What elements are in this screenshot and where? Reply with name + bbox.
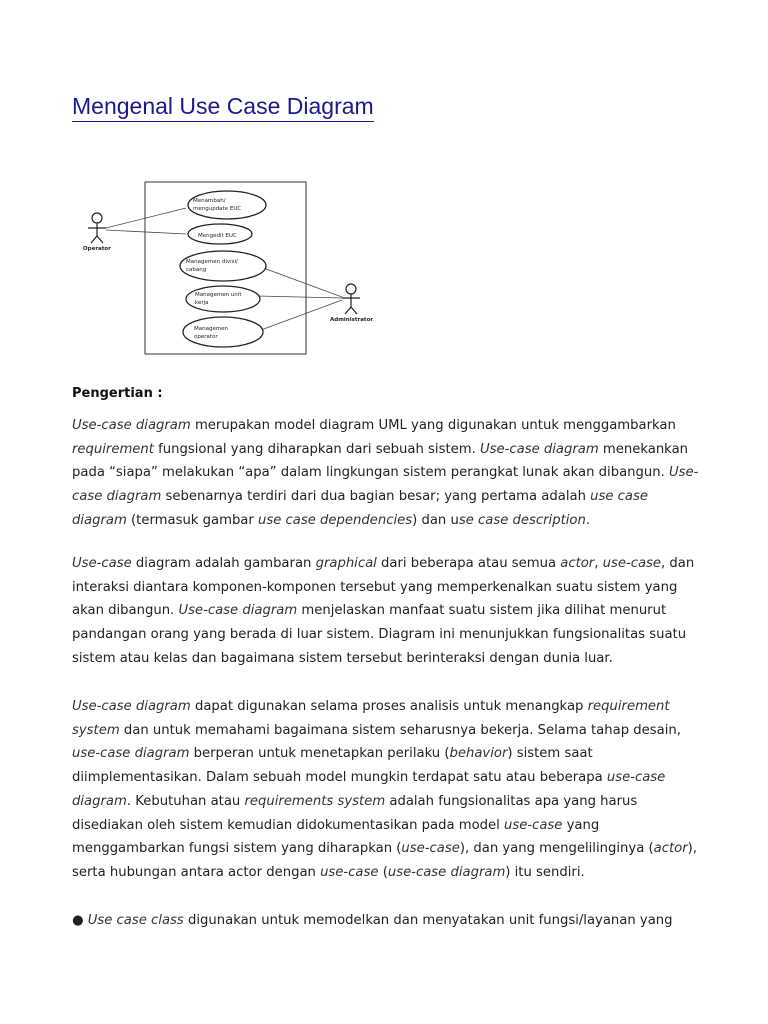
usecase-2-label: Mengedit EUC	[198, 233, 237, 239]
p3-s17: actor	[653, 841, 688, 857]
p3-s4: dan untuk memahami bagaimana sistem seharusnya bekerja. Selama tahap desain,	[119, 722, 681, 738]
p3-s12: adalah fungsionalitas apa yang harus disediakan oleh sistem kemudian didokumentasikan pada model	[72, 793, 638, 833]
usecase-1-line1: Menambah/	[193, 198, 226, 204]
p2-s9: Use-case diagram	[178, 603, 298, 619]
section-heading: Pengertian :	[72, 386, 163, 401]
p3-s15: use-case	[401, 841, 460, 857]
p2-s7: use-case	[602, 556, 662, 571]
p1-s9: use case diagram	[72, 489, 648, 528]
p1-s14: .	[585, 512, 591, 528]
p3-s18: ), serta hubungan antara actor dengan	[72, 841, 697, 880]
p3-s10: . Kebutuhan atau	[126, 793, 245, 809]
p3-s3: requirement system	[72, 699, 670, 738]
administrator-actor-icon	[342, 284, 360, 314]
usecase-ellipse-4	[186, 286, 260, 312]
p3-s11: requirements system	[244, 793, 386, 809]
usecase-4-line1: Managemen unit	[195, 292, 242, 298]
p4-s1: Use case class	[87, 913, 184, 928]
p1-s6: menekankan pada “siapa” melakukan “apa” dalam lingkungan sistem perangkat lunak akan dibangun.	[72, 441, 689, 481]
p3-s19: use-case	[320, 864, 379, 880]
paragraph-3	[72, 695, 702, 885]
p3-s21: use-case diagram	[387, 864, 506, 880]
paragraph-2	[72, 552, 702, 671]
p4-s2: digunakan untuk memodelkan dan menyatakan unit fungsi/layanan yang	[183, 913, 673, 928]
p2-s1: Use-case	[72, 556, 132, 571]
p1-s13: se case description	[458, 512, 586, 528]
p3-s13: use-case	[504, 817, 563, 833]
p2-s5: actor	[560, 556, 595, 571]
administrator-label: Administrator	[330, 317, 374, 323]
p3-s8: ) sistem saat diimplementasikan. Dalam sebuah model mungkin terdapat satu atau beberapa	[72, 746, 607, 786]
p3-s2: dapat digunakan selama proses analisis untuk menangkap	[190, 699, 588, 714]
usecase-1-line2: mengupdate EUC	[193, 206, 242, 212]
p1-s12: ) dan u	[412, 512, 459, 528]
p2-s2: diagram adalah gambaran	[131, 556, 316, 571]
p3-s5: use-case diagram	[72, 746, 190, 762]
usecase-3-line2: cabang	[186, 267, 207, 273]
p1-s5: Use-case diagram	[479, 441, 599, 457]
p2-s3: graphical	[315, 556, 377, 571]
usecase-ellipse-1	[188, 191, 266, 219]
usecase-5-line2: operator	[194, 334, 218, 340]
p1-s3: requirement	[72, 441, 154, 457]
bullet-icon: ●	[72, 913, 84, 928]
p1-s11: use case dependencies	[258, 512, 413, 528]
use-case-diagram	[78, 180, 378, 360]
p3-s20: (	[378, 864, 388, 880]
p2-s4: dari beberapa atau semua	[376, 556, 561, 571]
usecase-ellipse-5	[183, 317, 263, 347]
p2-s8: , dan interaksi diantara komponen-komponen tersebut yang memperkenalkan suatu sistem yang akan dibangun.	[72, 556, 695, 619]
paragraph-1	[72, 414, 702, 533]
p1-s2: merupakan model diagram UML yang digunakan untuk menggambarkan	[190, 418, 676, 433]
usecase-3-line1: Managemen divisi/	[186, 259, 238, 265]
p3-s9: use-case diagram	[72, 770, 666, 809]
p2-s6: ,	[594, 556, 603, 571]
operator-label: Operator	[83, 246, 111, 252]
p3-s1: Use-case diagram	[72, 699, 191, 714]
operator-actor-icon	[88, 213, 106, 243]
p2-s10: menjelaskan manfaat suatu sistem jika dilihat menurut pandangan orang yang berada di luar sistem. Diagram ini menunjukkan fungsionalitas suatu sistem atau kelas dan bagaimana sistem tersebut berinteraksi dengan dunia luar.	[72, 603, 687, 666]
usecase-ellipse-3	[180, 251, 266, 281]
p1-s7: Use-case diagram	[72, 465, 699, 505]
usecase-5-line1: Managemen	[194, 326, 229, 332]
p3-s14: yang menggambarkan fungsi sistem yang diharapkan (	[72, 817, 600, 857]
p1-s10: (termasuk gambar	[126, 512, 259, 528]
bullet-item	[72, 909, 702, 933]
usecase-4-line2: kerja	[195, 300, 209, 306]
p1-s8: sebenarnya terdiri dari dua bagian besar; yang pertama adalah	[161, 489, 591, 505]
page-title: Mengenal Use Case Diagram	[72, 92, 374, 122]
p3-s7: behavior	[449, 746, 508, 762]
p3-s16: ), dan yang mengelilinginya (	[459, 841, 654, 857]
p3-s6: berperan untuk menetapkan perilaku (	[189, 746, 450, 762]
p1-s1: Use-case diagram	[72, 418, 191, 433]
p1-s4: fungsional yang diharapkan dari sebuah sistem.	[153, 441, 480, 457]
p3-s22: ) itu sendiri.	[505, 864, 585, 880]
